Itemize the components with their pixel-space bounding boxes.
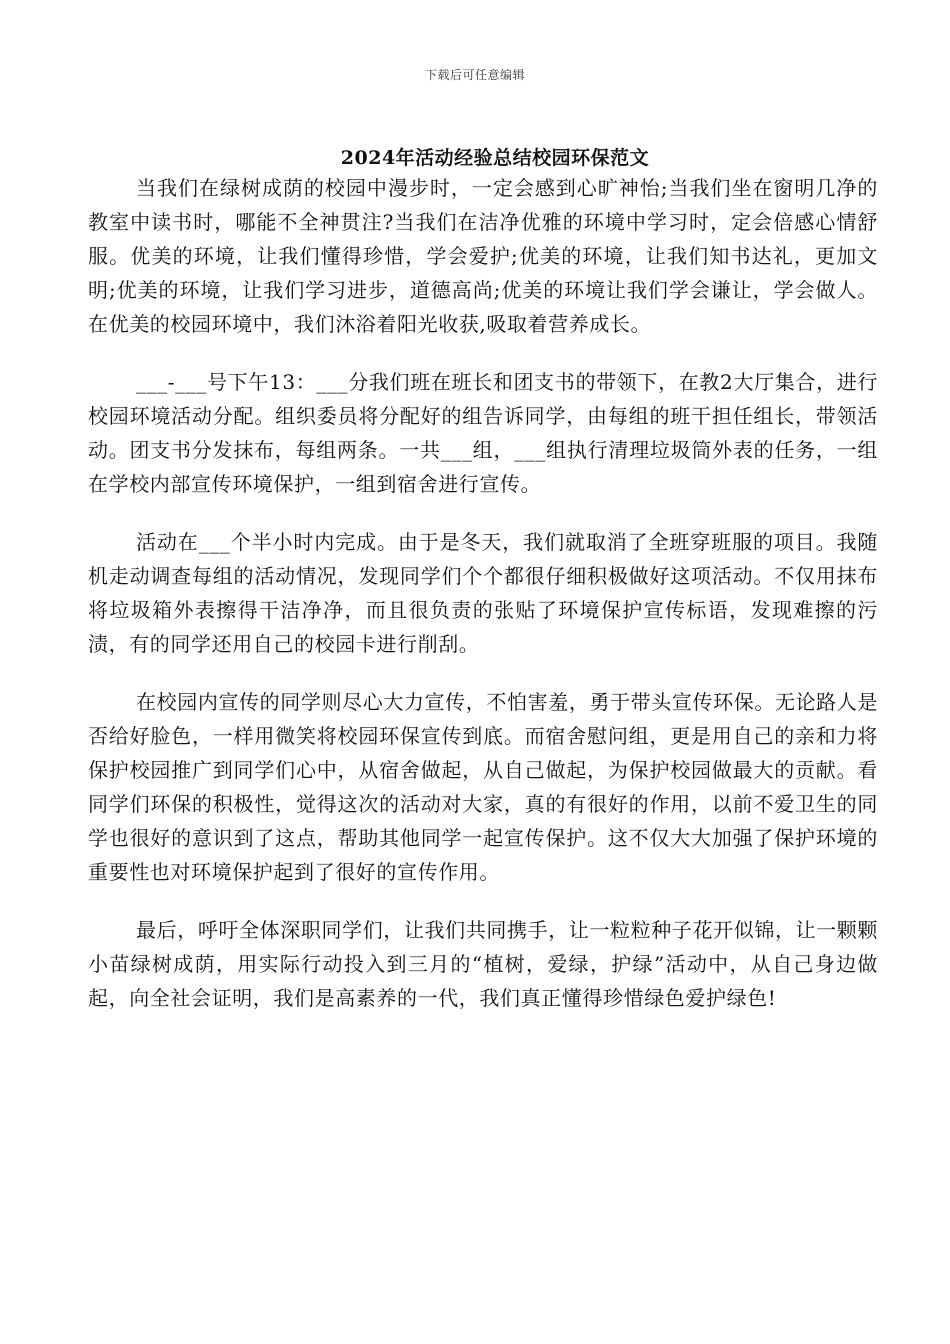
paragraph-1: 当我们在绿树成荫的校园中漫步时，一定会感到心旷神怡;当我们坐在窗明几净的教室中读书时，哪能不全神贯注?当我们在洁净优雅的环境中学习时，定会倍感心情舒服。优美的环境，让我们懂得珍惜，学会爱护;优美的环境，让我们知书达礼，更加文明;优美的环境，让我们学习进步，道德高尚;优美的环境让我们学会谦让，学会做人。在优美的校园环境中，我们沐浴着阳光收获,吸取着营养成长。 [88,176,878,336]
paragraph-2: ___-___号下午13：___分我们班在班长和团支书的带领下，在教2大厅集合，进行校园环境活动分配。组织委员将分配好的组告诉同学，由每组的班干担任组长，带领活动。团支书分发抹布，每组两条。一共___组，___组执行清理垃圾筒外表的任务，一组在学校内部宣传环境保护，一组到宿舍进行宣传。 [88,370,878,496]
paragraph-3: 活动在___个半小时内完成。由于是冬天，我们就取消了全班穿班服的项目。我随机走动调查每组的活动情况，发现同学们个个都很仔细积极做好这项活动。不仅用抹布将垃圾箱外表擦得干洁净净，而且很负责的张贴了环境保护宣传标语，发现难擦的污渍，有的同学还用自己的校园卡进行削刮。 [88,530,878,656]
header-note: 下载后可任意编辑 [424,68,525,82]
paragraph-5: 最后，呼吁全体深职同学们，让我们共同携手，让一粒粒种子花开似锦，让一颗颗小苗绿树成荫，用实际行动投入到三月的“植树，爱绿，护绿”活动中，从自己身边做起，向全社会证明，我们是高素养的一代，我们真正懂得珍惜绿色爱护绿色! [88,918,878,1010]
document-body [88,171,878,1039]
document-title: 2024年活动经验总结校园环保范文 [340,147,650,169]
paragraph-4: 在校园内宣传的同学则尽心大力宣传，不怕害羞，勇于带头宣传环保。无论路人是否给好脸色，一样用微笑将校园环保宣传到底。而宿舍慰问组，更是用自己的亲和力将保护校园推广到同学们心中，从宿舍做起，从自己做起，为保护校园做最大的贡献。看同学们环保的积极性，觉得这次的活动对大家，真的有很好的作用，以前不爱卫生的同学也很好的意识到了这点，帮助其他同学一起宣传保护。这不仅大大加强了保护环境的重要性也对环境保护起到了很好的宣传作用。 [88,690,878,884]
